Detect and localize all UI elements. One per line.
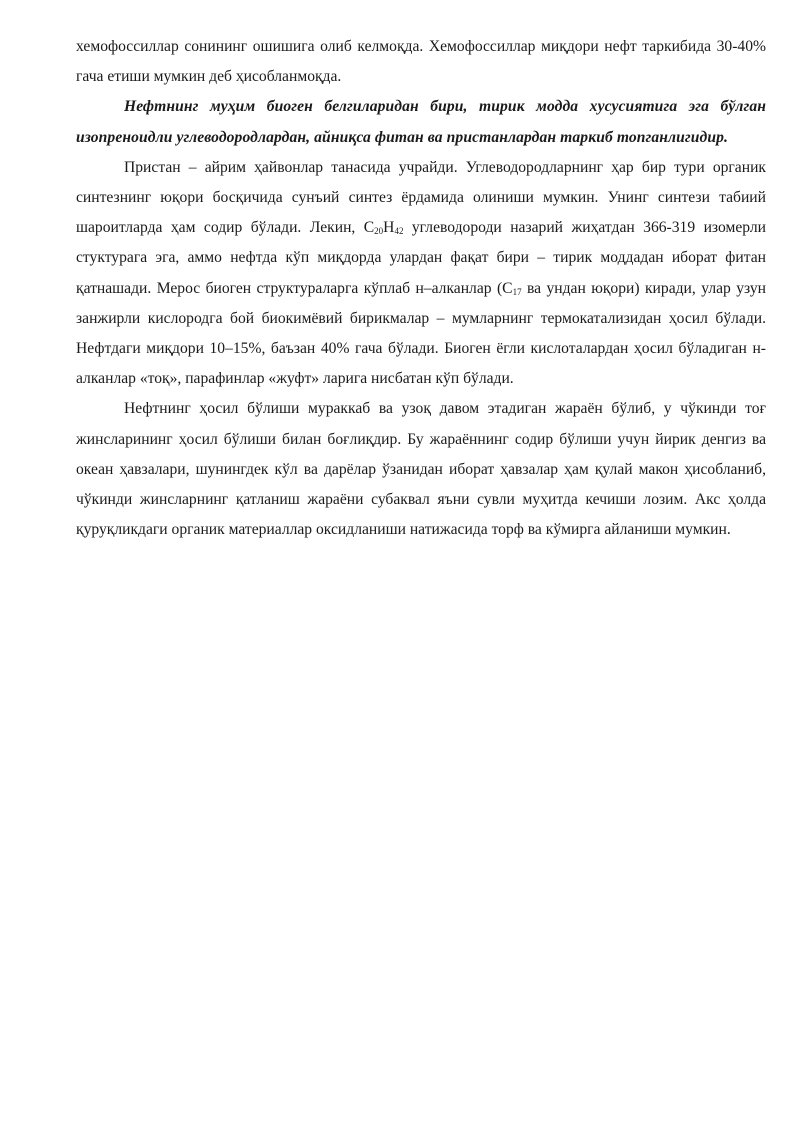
paragraph-continuation: хемофоссиллар сонининг ошишига олиб келмоқда. Хемофоссиллар миқдори нефт таркибида 30-40% гача етиши мумкин деб ҳисобланмоқда. [76, 38, 766, 86]
text-segment: углеводороди назарий жиҳатдан 366-319 изомерли стуктурага эга, аммо нефтда кўп миқдорда улардан фақат бири – тирик моддадан иборат фитан қатнашади. Мерос биоген структураларга кўплаб н–алканлар (C [76, 219, 766, 297]
subscript-17: 17 [512, 286, 522, 297]
text-segment: Пристан – айрим ҳайвонлар танасида учрайди. Углеводородларнинг ҳар бир тури органик синтезнинг юқори босқичида сунъий синтез ёрдамида олиниши мумкин. Унинг синтези табиий шароитларда ҳам содир бўлади. Лекин, C [76, 158, 766, 237]
paragraph-pristane [76, 153, 766, 395]
subscript-20: 20 [374, 226, 384, 237]
paragraph-formation: Нефтнинг ҳосил бўлиши мураккаб ва узоқ давом этадиган жараён бўлиб, у чўкинди тоғ жинсларининг ҳосил бўлиши билан боғлиқдир. Бу жараённинг содир бўлиши учун йирик денгиз ва океан ҳавзалари, шунингдек кўл ва дарёлар ўзанидан иборат ҳавзалар ҳам қулай макон ҳисобланиб, чўкинди жинсларнинг қатланиш жараёни субаквал яъни сувли муҳитда кечиши лозим. Акс ҳолда қуруқликдаги органик материаллар оксидланиши натижасида торф ва кўмирга айланиши мумкин. [76, 400, 766, 539]
document-page [76, 32, 766, 545]
text-segment: H [383, 219, 395, 237]
paragraph-emphasis: Нефтнинг муҳим биоген белгиларидан бири, тирик модда хусусиятига эга бўлган изопреноидли углеводородлардан, айниқса фитан ва пристанлардан таркиб топганлигидир. [76, 98, 766, 146]
text-segment: ва ундан юқори) киради, улар узун занжирли кислородга бой биокимёвий бирикмалар – мумларнинг термокатализидан ҳосил бўлади. Нефтдаги миқдори 10–15%, баъзан 40% гача бўлади. Биоген ёгли кислоталардан ҳосил бўладиган н-алканлар «тоқ», парафинлар «жуфт» ларига нисбатан кўп бўлади. [76, 279, 766, 388]
subscript-42: 42 [394, 226, 404, 237]
